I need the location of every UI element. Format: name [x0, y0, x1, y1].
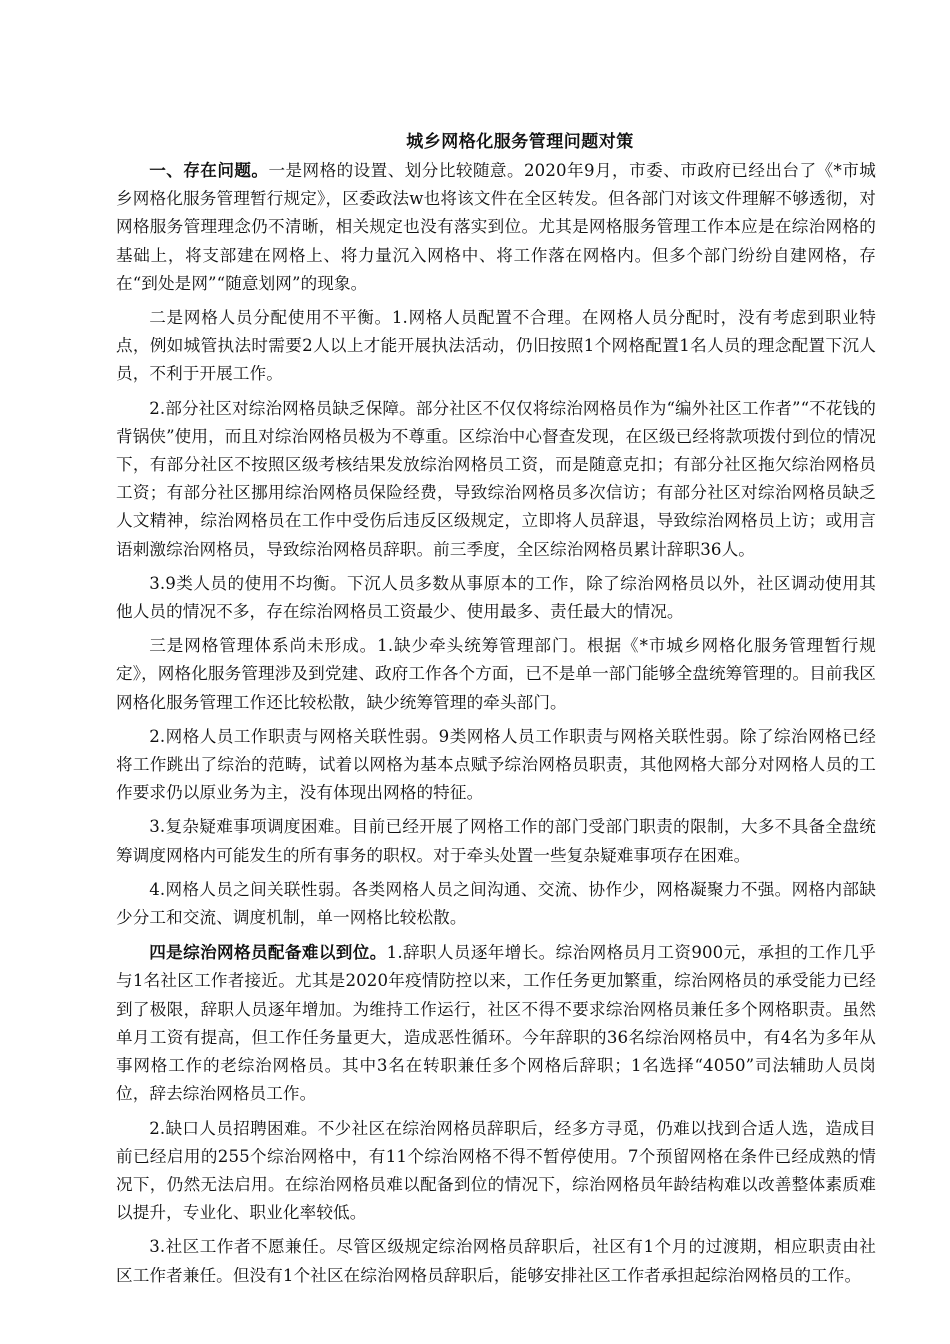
paragraph-text: 4.网格人员之间关联性弱。各类网格人员之间沟通、交流、协作少，网格凝聚力不强。网格内部缺少分工和交流、调度机制，单一网格比较松散。 — [116, 879, 876, 928]
paragraph-staff-usage — [116, 570, 876, 626]
paragraph-text: 2.部分社区对综治网格员缺乏保障。部分社区不仅仅将综治网格员作为“编外社区工作者”“不花钱的背锅侠”使用，而且对综治网格员极为不尊重。区综治中心督查发现，在区级已经将款项拨付到位的情况下，有部分社区不按照区级考核结果发放综治网格员工资，而是随意克扣；有部分社区拖欠综治网格员工资；有部分社区挪用综治网格员保险经费，导致综治网格员多次信访；有部分社区对综治网格员缺乏人文精神，综治网格员在工作中受伤后违反区级规定，立即将人员辞退，导致综治网格员上访；或用言语刺激综治网格员，导致综治网格员辞职。前三季度，全区综治网格员累计辞职36人。 — [116, 398, 876, 559]
paragraph-community-support — [116, 395, 876, 564]
paragraph-management-system — [116, 632, 876, 717]
paragraph-text: 1.辞职人员逐年增长。综治网格员月工资900元，承担的工作几乎与1名社区工作者接近。尤其是2020年疫情防控以来，工作任务更加繁重，综治网格员的承受能力已经到了极限，辞职人员逐年增加。为维持工作运行，社区不得不要求综治网格员兼任多个网格职责。虽然单月工资有提高，但工作任务量更大，造成恶性循环。今年辞职的36名综治网格员中，有4名为多年从事网格工作的老综治网格员。其中3名在转职兼任多个网格后辞职；1名选择“4050”司法辅助人员岗位，辞去综治网格员工作。 — [116, 943, 876, 1104]
paragraph-staff-coordination — [116, 876, 876, 932]
paragraph-concurrent-duties — [116, 1233, 876, 1289]
document-body — [116, 128, 876, 1295]
paragraph-text: 3.复杂疑难事项调度困难。目前已经开展了网格工作的部门受部门职责的限制，大多不具备全盘统筹调度网格内可能发生的所有事务的职权。对于牵头处置一些复杂疑难事项存在困难。 — [116, 817, 876, 865]
paragraph-text: 3.社区工作者不愿兼任。尽管区级规定综治网格员辞职后，社区有1个月的过渡期，相应职责由社区工作者兼任。但没有1个社区在综治网格员辞职后，能够安排社区工作者承担起综治网格员的工作。 — [116, 1237, 876, 1285]
paragraph-text: 二是网格人员分配使用不平衡。1.网格人员配置不合理。在网格人员分配时，没有考虑到职业特点，例如城管执法时需要2人以上才能开展执法活动，仍旧按照1个网格配置1名人员的理念配置下沉人员，不利于开展工作。 — [116, 308, 876, 384]
paragraph-staff-allocation — [116, 304, 876, 389]
paragraph-lead: 一、存在问题。 — [149, 160, 269, 180]
paragraph-text: 三是网格管理体系尚未形成。1.缺少牵头统筹管理部门。根据《*市城乡网格化服务管理暂行规定》，网格化服务管理涉及到党建、政府工作各个方面，已不是单一部门能够全盘统筹管理的。目前我区网格化服务管理工作还比较松散，缺少统筹管理的牵头部门。 — [116, 636, 876, 712]
paragraph-grid-staffing — [116, 938, 876, 1108]
paragraph-lead: 四是综治网格员配备难以到位。 — [149, 942, 387, 963]
document-title: 城乡网格化服务管理问题对策 — [406, 132, 634, 152]
paragraph-text: 2.缺口人员招聘困难。不少社区在综治网格员辞职后，经多方寻觅，仍难以找到合适人选，造成目前已经启用的255个综治网格中，有11个综治网格不得不暂停使用。7个预留网格在条件已经成熟的情况下，仍然无法启用。在综治网格员难以配备到位的情况下，综治网格员年龄结构难以改善整体素质难以提升，专业化、职业化率较低。 — [116, 1118, 876, 1223]
paragraph-recruitment — [116, 1115, 876, 1228]
paragraph-existing-problems — [116, 156, 876, 298]
paragraph-duty-relevance — [116, 723, 876, 808]
paragraph-text: 3.9类人员的使用不均衡。下沉人员多数从事原本的工作，除了综治网格员以外，社区调动使用其他人员的情况不多，存在综治网格员工资最少、使用最多、责任最大的情况。 — [116, 573, 876, 622]
paragraph-text: 2.网格人员工作职责与网格关联性弱。9类网格人员工作职责与网格关联性弱。除了综治网格已经将工作跳出了综治的范畴，试着以网格为基本点赋予综治网格员职责，其他网格大部分对网格人员的工作要求仍以原业务为主，没有体现出网格的特征。 — [116, 726, 876, 803]
paragraph-text: 一是网格的设置、划分比较随意。2020年9月，市委、市政府已经出台了《*市城乡网格化服务管理暂行规定》，区委政法w也将该文件在全区转发。但各部门对该文件理解不够透彻，对网格服务管理理念仍不清晰，相关规定也没有落实到位。尤其是网格服务管理工作本应是在综治网格的基础上，将支部建在网格上、将力量沉入网格中、将工作落在网格内。但多个部门纷纷自建网格，存在“到处是网”“随意划网”的现象。 — [116, 161, 876, 293]
paragraph-complex-matters — [116, 813, 876, 869]
